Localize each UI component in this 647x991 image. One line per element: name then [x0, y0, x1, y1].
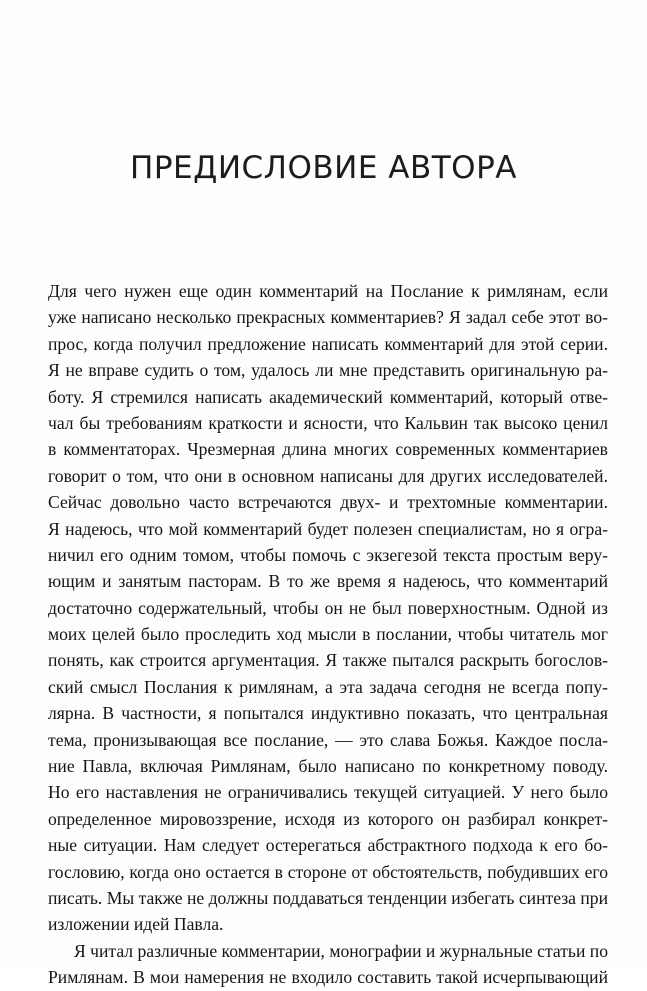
text-line: ние Павла, включая Римлянам, было написано по конкретному поводу.: [48, 756, 608, 777]
text-line: понять, как строится аргументация. Я также пытался раскрыть богослов-: [48, 650, 608, 671]
text-line: писать. Мы также не должны поддаваться тенденции избегать синтеза при: [48, 887, 608, 908]
text-line: говорит о том, что они в основном написаны для других исследователей.: [48, 465, 608, 486]
text-line: ющим и занятым пасторам. В то же время я надеюсь, что комментарий: [48, 571, 608, 592]
text-line: чал бы требованиям краткости и ясности, что Кальвин так высоко ценил: [48, 412, 608, 433]
text-line: моих целей было проследить ход мысли в послании, чтобы читатель мог: [48, 624, 608, 645]
text-line: прос, когда получил предложение написать комментарий для этой серии.: [48, 333, 608, 354]
page-title: ПРЕДИСЛОВИЕ АВТОРА: [130, 150, 517, 186]
text-line: Но его наставления не ограничивались текущей ситуацией. У него было: [48, 782, 608, 803]
text-line: боту. Я стремился написать академический комментарий, который отве-: [48, 386, 608, 407]
text-line: достаточно содержательный, чтобы он не был поверхностным. Одной из: [48, 597, 608, 618]
text-line: ский смысл Послания к римлянам, а эта задача сегодня не всегда попу-: [48, 676, 608, 697]
text-line: изложении идей Павла.: [48, 914, 224, 935]
text-line: уже написано несколько прекрасных комментариев? Я задал себе этот во-: [48, 307, 608, 328]
body-text: [48, 278, 608, 991]
text-line: тема, пронизывающая все послание, — это слава Божья. Каждое посла-: [48, 729, 608, 750]
text-line: Римлянам. В мои намерения не входило составить такой исчерпывающий: [48, 967, 608, 988]
text-line: Для чего нужен еще один комментарий на Послание к римлянам, если: [48, 281, 608, 301]
text-line: Я читал различные комментарии, монографии и журнальные статьи по: [74, 940, 608, 961]
text-line: гословию, когда оно остается в стороне от обстоятельств, побудивших его: [48, 861, 608, 882]
text-line: в комментаторах. Чрезмерная длина многих современных комментариев: [48, 439, 608, 460]
text-line: лярна. В частности, я попытался индуктивно показать, что центральная: [48, 703, 608, 724]
text-line: Я не вправе судить о том, удалось ли мне представить оригинальную ра-: [48, 360, 608, 381]
text-line: ные ситуации. Нам следует остерегаться абстрактного подхода к его бо-: [48, 835, 608, 856]
text-line: ничил его одним томом, чтобы помочь с экзегезой текста простым веру-: [48, 544, 608, 565]
text-line: определенное мировоззрение, исходя из которого он разбирал конкрет-: [48, 808, 608, 829]
text-line: Сейчас довольно часто встречаются двух- и трехтомные комментарии.: [48, 492, 608, 513]
text-line: Я надеюсь, что мой комментарий будет полезен специалистам, но я огра-: [48, 518, 608, 539]
